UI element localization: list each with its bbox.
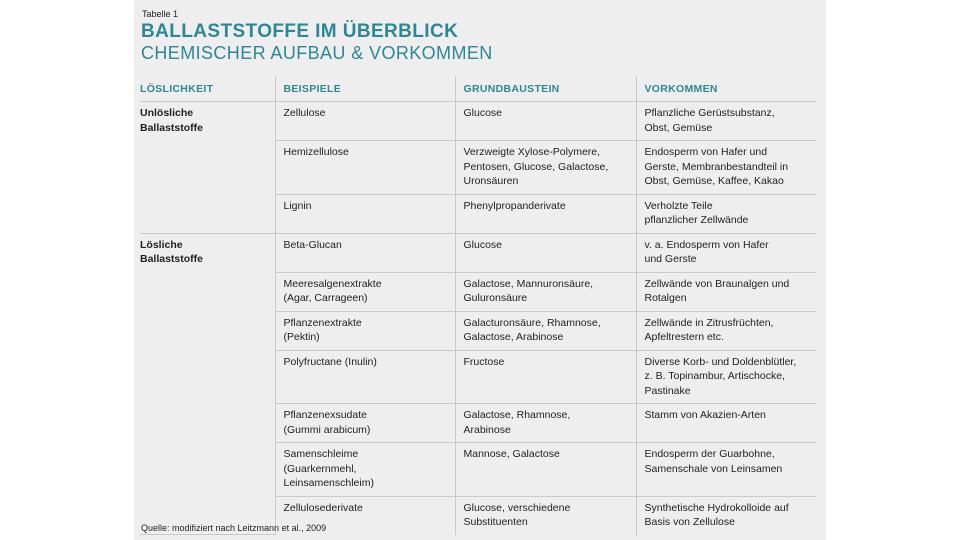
cell-vorkommen: Stamm von Akazien-Arten bbox=[636, 404, 816, 443]
cell-beispiel: Beta-Glucan bbox=[275, 233, 455, 272]
table-row bbox=[140, 102, 816, 141]
cell-beispiel: Zellulosederivate bbox=[275, 496, 455, 535]
cell-beispiel: Samenschleime (Guarkernmehl, Leinsamenschleim) bbox=[275, 443, 455, 497]
cell-grundbaustein: Galacturonsäure, Rhamnose, Galactose, Arabinose bbox=[455, 311, 636, 350]
table-header-row bbox=[140, 76, 816, 102]
cell-vorkommen: Diverse Korb- und Doldenblütler, z. B. Topinambur, Artischocke, Pastinake bbox=[636, 350, 816, 404]
cell-vorkommen: Endosperm von Hafer und Gerste, Membranbestandteil in Obst, Gemüse, Kaffee, Kakao bbox=[636, 141, 816, 195]
page-title: BALLASTSTOFFE IM ÜBERBLICK bbox=[141, 21, 459, 42]
cell-vorkommen: Endosperm der Guarbohne, Samenschale von Leinsamen bbox=[636, 443, 816, 497]
cell-beispiel: Polyfructane (Inulin) bbox=[275, 350, 455, 404]
group-label: Unlösliche Ballaststoffe bbox=[140, 102, 275, 234]
cell-vorkommen: Verholzte Teile pflanzlicher Zellwände bbox=[636, 194, 816, 233]
cell-grundbaustein: Phenylpropanderivate bbox=[455, 194, 636, 233]
cell-grundbaustein: Glucose bbox=[455, 102, 636, 141]
table-body bbox=[140, 102, 816, 535]
cell-beispiel: Meeresalgenextrakte (Agar, Carrageen) bbox=[275, 272, 455, 311]
cell-beispiel: Pflanzenexsudate (Gummi arabicum) bbox=[275, 404, 455, 443]
cell-vorkommen: v. a. Endosperm von Hafer und Gerste bbox=[636, 233, 816, 272]
cell-beispiel: Lignin bbox=[275, 194, 455, 233]
cell-grundbaustein: Verzweigte Xylose-Polymere, Pentosen, Glucose, Galactose, Uronsäuren bbox=[455, 141, 636, 195]
header-beispiele: BEISPIELE bbox=[275, 76, 455, 102]
cell-vorkommen: Zellwände von Braunalgen und Rotalgen bbox=[636, 272, 816, 311]
header-vorkommen: VORKOMMEN bbox=[636, 76, 816, 102]
group-label: Lösliche Ballaststoffe bbox=[140, 233, 275, 535]
cell-vorkommen: Synthetische Hydrokolloide auf Basis von Zellulose bbox=[636, 496, 816, 535]
cell-grundbaustein: Fructose bbox=[455, 350, 636, 404]
cell-grundbaustein: Mannose, Galactose bbox=[455, 443, 636, 497]
table-panel bbox=[134, 0, 826, 540]
cell-grundbaustein: Glucose, verschiedene Substituenten bbox=[455, 496, 636, 535]
fiber-table bbox=[140, 76, 816, 535]
cell-grundbaustein: Glucose bbox=[455, 233, 636, 272]
cell-beispiel: Zellulose bbox=[275, 102, 455, 141]
cell-grundbaustein: Galactose, Mannuronsäure, Guluronsäure bbox=[455, 272, 636, 311]
table-label: Tabelle 1 bbox=[142, 9, 179, 19]
cell-grundbaustein: Galactose, Rhamnose, Arabinose bbox=[455, 404, 636, 443]
cell-vorkommen: Zellwände in Zitrusfrüchten, Apfeltrestern etc. bbox=[636, 311, 816, 350]
table-row bbox=[140, 233, 816, 272]
header-loeslichkeit: LÖSLICHKEIT bbox=[140, 76, 275, 102]
source-note: Quelle: modifiziert nach Leitzmann et al., 2009 bbox=[141, 523, 327, 533]
cell-beispiel: Hemizellulose bbox=[275, 141, 455, 195]
header-grundbaustein: GRUNDBAUSTEIN bbox=[455, 76, 636, 102]
cell-beispiel: Pflanzenextrakte (Pektin) bbox=[275, 311, 455, 350]
page-subtitle: CHEMISCHER AUFBAU & VORKOMMEN bbox=[141, 43, 493, 63]
cell-vorkommen: Pflanzliche Gerüstsubstanz, Obst, Gemüse bbox=[636, 102, 816, 141]
